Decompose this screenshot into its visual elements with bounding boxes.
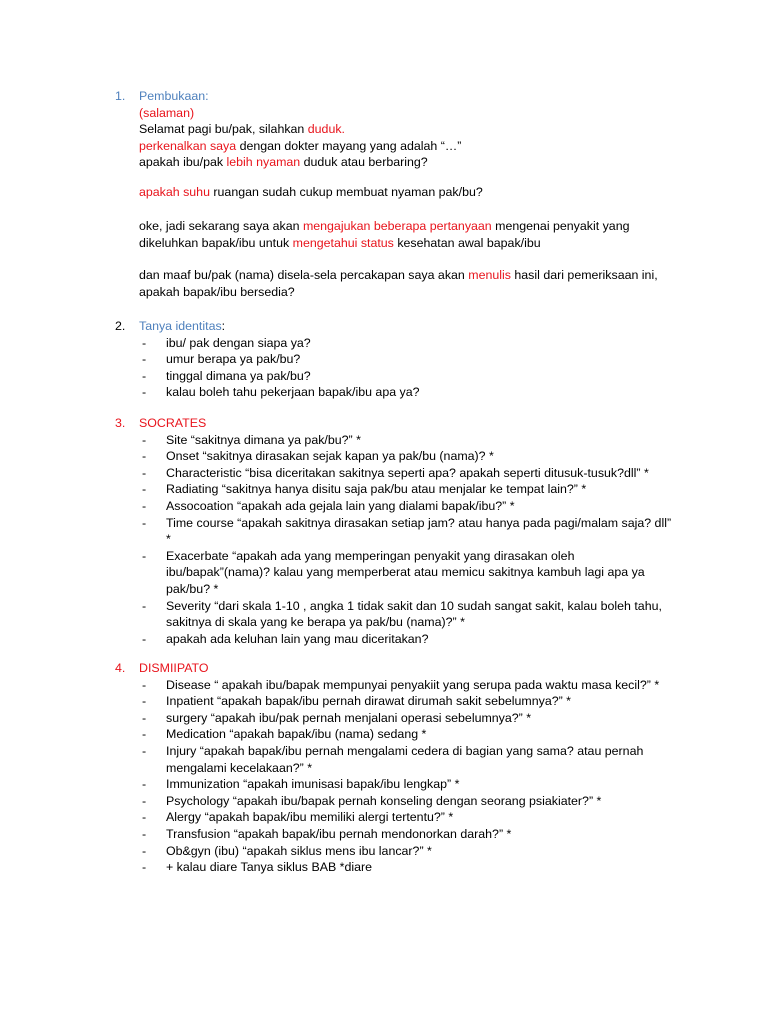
list-item	[0, 776, 676, 793]
bullet-list	[0, 432, 768, 648]
section-number: 4.	[115, 661, 126, 675]
highlight-text: menulis	[468, 268, 511, 282]
list-item	[0, 859, 676, 876]
paragraph	[139, 218, 684, 251]
text-run: kesehatan awal bapak/ibu	[393, 235, 541, 250]
list-item	[0, 335, 676, 352]
section-number: 2.	[115, 319, 126, 333]
list-item-text: ibu/ pak dengan siapa ya?	[166, 335, 311, 350]
list-item-text: Transfusion “apakah bapak/ibu pernah mendonorkan darah?” *	[166, 826, 512, 841]
list-item-text: Severity “dari skala 1-10 , angka 1 tidak sakit dan 10 sudah sangat sakit, kalau boleh tahu, sakitnya di skala yang ke berapa ya pak/bu (nama)?” *	[166, 598, 662, 630]
bullet-dash: -	[142, 826, 147, 841]
bullet-dash: -	[142, 810, 147, 825]
list-item	[0, 843, 676, 860]
bullet-dash: -	[142, 335, 147, 350]
list-item	[0, 710, 676, 727]
paragraph	[139, 138, 684, 155]
list-item-text: Injury “apakah bapak/ibu pernah mengalami cedera di bagian yang sama? atau pernah mengalami kecelakaan?” *	[166, 743, 644, 775]
list-item-text: apakah ada keluhan lain yang mau diceritakan?	[166, 631, 429, 646]
section-title: Pembukaan:	[139, 89, 209, 103]
list-item	[0, 743, 676, 776]
bullet-dash: -	[142, 598, 147, 613]
bullet-dash: -	[142, 482, 147, 497]
bullet-dash: -	[142, 385, 147, 400]
list-item	[0, 498, 676, 515]
section-number: 3.	[115, 416, 126, 430]
list-item	[0, 726, 676, 743]
text-run: oke, jadi sekarang saya akan	[139, 219, 303, 233]
list-item-text: Alergy “apakah bapak/ibu memiliki alergi tertentu?” *	[166, 810, 454, 825]
paragraph	[139, 105, 684, 122]
bullet-dash: -	[142, 352, 147, 367]
text-run: duduk atau berbaring?	[300, 155, 428, 170]
list-item	[0, 809, 676, 826]
list-item	[0, 598, 676, 631]
list-item	[0, 631, 676, 648]
bullet-dash: -	[142, 465, 147, 480]
bullet-dash: -	[142, 710, 147, 725]
list-item	[0, 432, 676, 449]
list-item	[0, 465, 676, 482]
paragraph	[139, 154, 684, 171]
list-item-text: Characteristic “bisa diceritakan sakitnya seperti apa? apakah seperti ditusuk-tusuk?dll” *	[166, 465, 649, 480]
list-item-text: tinggal dimana ya pak/bu?	[166, 368, 311, 383]
list-item	[0, 793, 676, 810]
bullet-dash: -	[142, 548, 147, 563]
highlight-text: mengetahui status	[292, 235, 394, 250]
list-item	[0, 384, 676, 401]
section-title: DISMIIPATO	[139, 661, 209, 675]
list-item	[0, 515, 676, 548]
highlight-text: (salaman)	[139, 105, 195, 120]
list-item-text: kalau boleh tahu pekerjaan bapak/ibu apa ya?	[166, 385, 420, 400]
paragraph	[139, 184, 684, 201]
list-item-text: Inpatient “apakah bapak/ibu pernah dirawat dirumah sakit sebelumnya?” *	[166, 694, 572, 709]
paragraph	[139, 267, 684, 300]
text-run: Selamat pagi bu/pak, silahkan	[139, 122, 308, 137]
bullet-list	[0, 335, 768, 401]
list-item-text: Site “sakitnya dimana ya pak/bu?” *	[166, 432, 361, 447]
bullet-dash: -	[142, 432, 147, 447]
highlight-text: lebih nyaman	[226, 155, 301, 170]
text-run: dan maaf bu/pak (nama) disela-sela percakapan saya akan	[139, 268, 469, 282]
bullet-dash: -	[142, 449, 147, 464]
list-item-text: Psychology “apakah ibu/bapak pernah konseling dengan seorang psiakiater?” *	[166, 793, 602, 808]
list-item-text: Ob&gyn (ibu) “apakah siklus mens ibu lancar?” *	[166, 843, 432, 858]
bullet-dash: -	[142, 727, 147, 742]
list-item-text: Radiating “sakitnya hanya disitu saja pak/bu atau menjalar ke tempat lain?” *	[166, 482, 587, 497]
text-run: mengenai penyakit yang dikeluhkan bapak/ibu untuk	[139, 219, 630, 250]
list-item	[0, 351, 676, 368]
bullet-dash: -	[142, 515, 147, 530]
highlight-text: duduk.	[307, 122, 345, 137]
list-item-text: surgery “apakah ibu/pak pernah menjalani operasi sebelumnya?” *	[166, 710, 532, 725]
section-title: Tanya identitas	[139, 319, 222, 333]
section-title: SOCRATES	[139, 416, 207, 430]
text-run: apakah ibu/pak	[139, 155, 227, 170]
bullet-dash: -	[142, 843, 147, 858]
bullet-dash: -	[142, 694, 147, 709]
text-run: dengan dokter mayang yang adalah “…”	[236, 138, 462, 153]
list-item	[0, 368, 676, 385]
section-title-colon: :	[221, 319, 226, 333]
bullet-dash: -	[142, 777, 147, 792]
highlight-text: apakah suhu	[139, 185, 210, 199]
paragraph	[139, 121, 684, 138]
bullet-dash: -	[142, 677, 147, 692]
list-item-text: umur berapa ya pak/bu?	[166, 352, 301, 367]
list-item	[0, 548, 676, 598]
text-run: ruangan sudah cukup membuat nyaman pak/bu?	[209, 185, 483, 199]
highlight-text: mengajukan beberapa pertanyaan	[302, 219, 492, 233]
list-item	[0, 481, 676, 498]
bullet-dash: -	[142, 743, 147, 758]
list-item	[0, 677, 676, 694]
list-item-text: Disease “ apakah ibu/bapak mempunyai penyakiit yang serupa pada waktu masa kecil?” *	[166, 677, 660, 692]
list-item-text: Medication “apakah bapak/ibu (nama) sedang *	[166, 727, 427, 742]
section-number: 1.	[115, 89, 126, 103]
list-item	[0, 448, 676, 465]
bullet-dash: -	[142, 498, 147, 513]
list-item-text: Immunization “apakah imunisasi bapak/ibu lengkap” *	[166, 777, 460, 792]
text-run: hasil dari pemeriksaan ini, apakah bapak/ibu bersedia?	[139, 268, 658, 299]
list-item-text: Onset “sakitnya dirasakan sejak kapan ya pak/bu (nama)? *	[166, 449, 494, 464]
bullet-dash: -	[142, 631, 147, 646]
section-title-wrap	[139, 318, 225, 335]
list-item-text: Time course “apakah sakitnya dirasakan setiap jam? atau hanya pada pagi/malam saja? dll” *	[166, 515, 672, 547]
list-item-text: + kalau diare Tanya siklus BAB *diare	[166, 860, 373, 875]
list-item	[0, 693, 676, 710]
list-item-text: Assocoation “apakah ada gejala lain yang dialami bapak/ibu?” *	[166, 498, 515, 513]
list-item	[0, 826, 676, 843]
bullet-list	[0, 677, 768, 876]
highlight-text: perkenalkan saya	[139, 138, 237, 153]
bullet-dash: -	[142, 793, 147, 808]
bullet-dash: -	[142, 860, 147, 875]
bullet-dash: -	[142, 368, 147, 383]
list-item-text: Exacerbate “apakah ada yang memperingan penyakit yang dirasakan oleh ibu/bapak”(nama)? kalau yang memperberat atau memicu sakitnya kambuh lagi apa ya pak/bu? *	[166, 548, 645, 596]
